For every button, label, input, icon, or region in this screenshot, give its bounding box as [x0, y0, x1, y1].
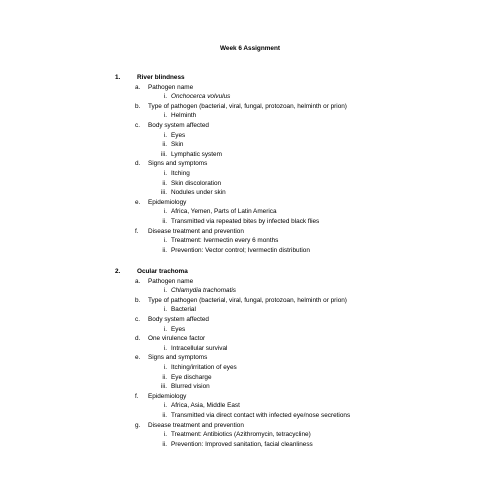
subitem-text: Intracellular survival	[171, 344, 228, 352]
subitem-text: Blurred vision	[171, 383, 210, 391]
subitem-marker: ii.	[162, 141, 167, 149]
item-marker: d.	[135, 160, 141, 168]
subitem-marker: ii.	[162, 440, 167, 448]
subitem-text: Transmitted via repeated bites by infected black flies	[171, 218, 320, 225]
subitem-marker: iii.	[160, 383, 167, 391]
subitem-marker: iii.	[160, 189, 167, 197]
subitem-text: Lymphatic system	[171, 150, 222, 158]
subitem-text: Itching/irritation of eyes	[171, 364, 237, 371]
subitem-marker: i.	[163, 431, 167, 439]
subitem-marker: i.	[163, 237, 167, 245]
subitem-text: Prevention: Improved sanitation, facial cleanliness	[171, 440, 313, 448]
subitem-text: Treatment: Ivermectin every 6 months	[171, 237, 279, 245]
subitem-text: Nodules under skin	[171, 189, 226, 197]
subitem-text: Eyes	[171, 325, 186, 333]
item-marker: e.	[135, 354, 141, 362]
item-label: Disease treatment and prevention	[148, 227, 244, 235]
item-label: Disease treatment and prevention	[148, 421, 244, 429]
item-marker: a.	[135, 277, 141, 285]
subitem-text: Helminth	[171, 112, 197, 120]
item-label: Signs and symptoms	[148, 160, 208, 168]
item-marker: f.	[135, 392, 139, 400]
subitem-marker: i.	[163, 325, 167, 333]
subitem-text: Treatment: Antibiotics (Azithromycin, tetracycline)	[171, 431, 311, 439]
page-title: Week 6 Assignment	[219, 45, 281, 52]
item-label: Type of pathogen (bacterial, viral, fungal, protozoan, helminth or prion)	[148, 296, 347, 304]
subitem-marker: i.	[163, 170, 167, 177]
subitem-text: Bacterial	[171, 306, 196, 314]
section-number: 1.	[115, 74, 121, 81]
subitem-marker: i.	[163, 93, 167, 101]
subitem-text: Skin	[171, 141, 184, 149]
subitem-text: Prevention: Vector control; Ivermectin distribution	[171, 246, 310, 254]
item-label: One virulence factor	[148, 335, 206, 343]
subitem-marker: i.	[163, 344, 167, 352]
subitem-marker: i.	[163, 131, 167, 139]
subitem-marker: ii.	[162, 373, 167, 381]
item-marker: e.	[135, 198, 141, 206]
section-title: River blindness	[137, 74, 185, 81]
item-marker: a.	[135, 83, 141, 91]
subitem-marker: ii.	[162, 246, 167, 254]
subitem-marker: ii.	[162, 179, 167, 187]
subitem-text: Skin discoloration	[171, 179, 222, 187]
item-label: Pathogen name	[148, 277, 194, 285]
item-label: Signs and symptoms	[148, 354, 208, 362]
subitem-text: Onchocerca volvulus	[171, 93, 231, 101]
subitem-text: Chlamydia trachomatis	[171, 287, 236, 295]
subitem-marker: ii.	[162, 412, 167, 419]
item-marker: f.	[135, 227, 139, 235]
subitem-text: Africa, Yemen, Parts of Latin America	[171, 208, 277, 216]
subitem-text: Transmitted via direct contact with infected eye/nose secretions	[171, 412, 351, 419]
subitem-marker: i.	[163, 364, 167, 371]
subitem-text: Eyes	[171, 131, 186, 139]
item-marker: d.	[135, 335, 141, 343]
item-label: Pathogen name	[148, 83, 194, 91]
subitem-marker: i.	[163, 402, 167, 410]
item-label: Epidemiology	[148, 198, 187, 206]
subitem-marker: ii.	[162, 218, 167, 225]
subitem-marker: i.	[163, 208, 167, 216]
item-label: Type of pathogen (bacterial, viral, fungal, protozoan, helminth or prion)	[148, 102, 347, 110]
section-title: Ocular trachoma	[137, 268, 188, 275]
subitem-text: Itching	[171, 170, 190, 177]
subitem-marker: i.	[163, 306, 167, 314]
item-label: Body system affected	[148, 316, 209, 323]
section-number: 2.	[115, 268, 121, 275]
item-marker: b.	[135, 102, 141, 110]
item-marker: c.	[135, 316, 140, 323]
item-label: Epidemiology	[148, 392, 187, 400]
item-marker: c.	[135, 122, 140, 129]
subitem-marker: i.	[163, 287, 167, 295]
subitem-text: Eye discharge	[171, 373, 212, 381]
item-marker: g.	[135, 421, 141, 429]
subitem-marker: i.	[163, 112, 167, 120]
subitem-text: Africa, Asia, Middle East	[171, 402, 240, 410]
item-marker: b.	[135, 296, 141, 304]
subitem-marker: iii.	[160, 150, 167, 158]
item-label: Body system affected	[148, 122, 209, 129]
